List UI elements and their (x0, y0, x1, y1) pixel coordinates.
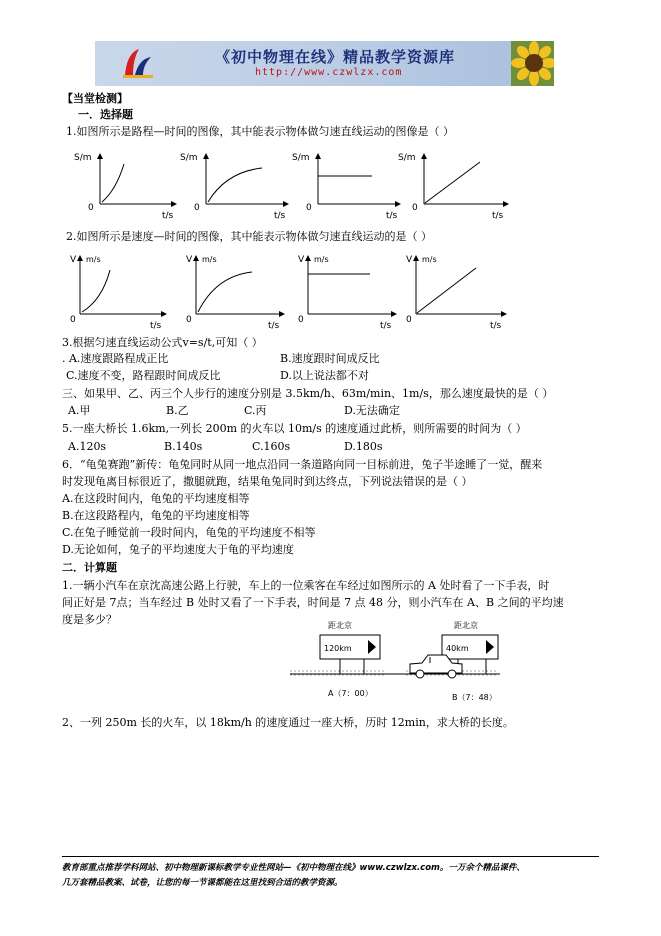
q2d-unit: m/s (422, 255, 437, 264)
q2a-ylabel: V (70, 255, 77, 265)
banner-title: 《初中物理在线》精品教学资源库 (215, 48, 456, 66)
q2-graph-b (186, 255, 284, 331)
q2-text: 2.如图所示是速度—时间的图像，其中能表示物体做匀速直线运动的是（ ） (66, 230, 432, 243)
part2-title: 二．计算题 (62, 561, 117, 574)
q2-graph-a (70, 255, 166, 331)
c1-text-line2: 间正好是 7点；当车经过 B 处时又看了一下手表，时间是 7 点 48 分，则小汽车在 A、B 之间的平均速 (62, 596, 564, 609)
sign-b-title: 距北京 (454, 621, 478, 630)
c2-text: 2、一列 250m 长的火车，以 18km/h 的速度通过一座大桥，历时 12min，求大桥的长度。 (62, 716, 514, 729)
q2b-ylabel: V (186, 255, 193, 265)
q6-text-line2: 时发现龟离目标很近了，撒腿就跑，结果龟兔同时到达终点，下列说法错误的是（ ） (62, 475, 473, 488)
q3-option-a: . A.速度跟路程成正比 (62, 352, 169, 365)
q5-text: 5.一座大桥长 1.6km,一列长 200m 的火车以 10m/s 的速度通过此桥，则所需要的时间为（ ） (62, 422, 527, 435)
q1b-xlabel: t/s (274, 211, 286, 221)
sign-a-value: 120km (324, 644, 352, 653)
q1d-origin: 0 (412, 203, 418, 213)
q6-text-line1: 6．“龟兔赛跑”新传：龟兔同时从同一地点沿同一条道路向同一目标前进，兔子半途睡了一觉，醒来 (62, 458, 543, 471)
q2d-origin: 0 (406, 315, 412, 325)
label-a: A（7：00） (328, 689, 373, 698)
road-sign-figure (290, 618, 510, 708)
q2b-unit: m/s (202, 255, 217, 264)
q1-graphs (66, 148, 526, 223)
q1c-origin: 0 (306, 203, 312, 213)
q1-graph-b (180, 153, 288, 221)
q2d-ylabel: V (406, 255, 413, 265)
q2a-origin: 0 (70, 315, 76, 325)
q1c-xlabel: t/s (386, 211, 398, 221)
header-banner (95, 41, 554, 86)
q5-option-a: A.120s (68, 440, 107, 453)
part1-title: 一．选择题 (78, 108, 133, 121)
q1-graph-a (74, 153, 176, 221)
q5-option-b: B.140s (164, 440, 203, 453)
q4-option-d: D.无法确定 (344, 404, 400, 417)
q2-graphs (66, 250, 526, 332)
q1b-ylabel: S/m (180, 153, 198, 163)
q2c-unit: m/s (314, 255, 329, 264)
sign-a (320, 620, 380, 674)
q2-graph-c (298, 255, 396, 331)
label-b: B（7：48） (452, 693, 497, 702)
q2b-xlabel: t/s (268, 321, 280, 331)
q4-option-c: C.丙 (244, 404, 267, 417)
q2c-ylabel: V (298, 255, 305, 265)
q3-option-c: C.速度不变，路程跟时间成反比 (66, 369, 221, 382)
footer-line1: 教育部重点推荐学科网站、初中物理新课标教学专业性网站—《初中物理在线》www.czwlzx.com。一万余个精品课件、 (62, 863, 525, 873)
q1c-ylabel: S/m (292, 153, 310, 163)
q4-option-b: B.乙 (166, 404, 189, 417)
footer-divider (62, 856, 599, 857)
q2d-xlabel: t/s (490, 321, 502, 331)
q2a-unit: m/s (86, 255, 101, 264)
q2a-xlabel: t/s (150, 321, 162, 331)
q1a-origin: 0 (88, 203, 94, 213)
q1d-xlabel: t/s (492, 211, 504, 221)
q2-graph-d (406, 255, 506, 331)
banner-url[interactable]: http://www.czwlzx.com (255, 67, 403, 78)
q3-option-d: D.以上说法都不对 (280, 369, 369, 382)
q5-option-d: D.180s (344, 440, 383, 453)
q2b-origin: 0 (186, 315, 192, 325)
q6-option-b: B.在这段路程内，龟兔的平均速度相等 (62, 509, 250, 522)
q5-option-c: C.160s (252, 440, 291, 453)
q1-graph-d (398, 153, 508, 221)
q6-option-d: D.无论如何，兔子的平均速度大于龟的平均速度 (62, 543, 294, 556)
sign-a-title: 距北京 (328, 621, 352, 630)
q1-text: 1.如图所示是路程—时间的图像，其中能表示物体做匀速直线运动的图像是（ ） (66, 125, 454, 138)
q3-text: 3.根据匀速直线运动公式v=s/t,可知（ ） (62, 336, 263, 349)
q4-text: 三、如果甲、乙、丙三个人步行的速度分别是 3.5km/h、63m/min、1m/s，那么速度最快的是（ ） (62, 387, 554, 400)
q1d-ylabel: S/m (398, 153, 416, 163)
c1-text-line1: 1.一辆小汽车在京沈高速公路上行驶，车上的一位乘客在车经过如图所示的 A 处时看了一下手表，时 (62, 579, 550, 592)
section-heading: 【当堂检测】 (62, 92, 128, 105)
footer-line2: 几万套精品教案、试卷，让您的每一节课都能在这里找到合适的教学资源。 (62, 878, 343, 888)
q1b-origin: 0 (194, 203, 200, 213)
q1a-xlabel: t/s (162, 211, 174, 221)
q1a-ylabel: S/m (74, 153, 92, 163)
q4-option-a: A.甲 (68, 404, 91, 417)
q6-option-a: A.在这段时间内，龟兔的平均速度相等 (62, 492, 250, 505)
sunflower-icon (511, 41, 554, 86)
q1-graph-c (292, 153, 400, 221)
c1-text-line3: 度是多少？ (62, 613, 117, 626)
q6-option-c: C.在兔子睡觉前一段时间内，龟兔的平均速度不相等 (62, 526, 316, 539)
site-logo-icon (121, 45, 155, 81)
q3-option-b: B.速度跟时间成反比 (280, 352, 380, 365)
q2c-xlabel: t/s (380, 321, 392, 331)
sign-b-value: 40km (446, 644, 469, 653)
q2c-origin: 0 (298, 315, 304, 325)
